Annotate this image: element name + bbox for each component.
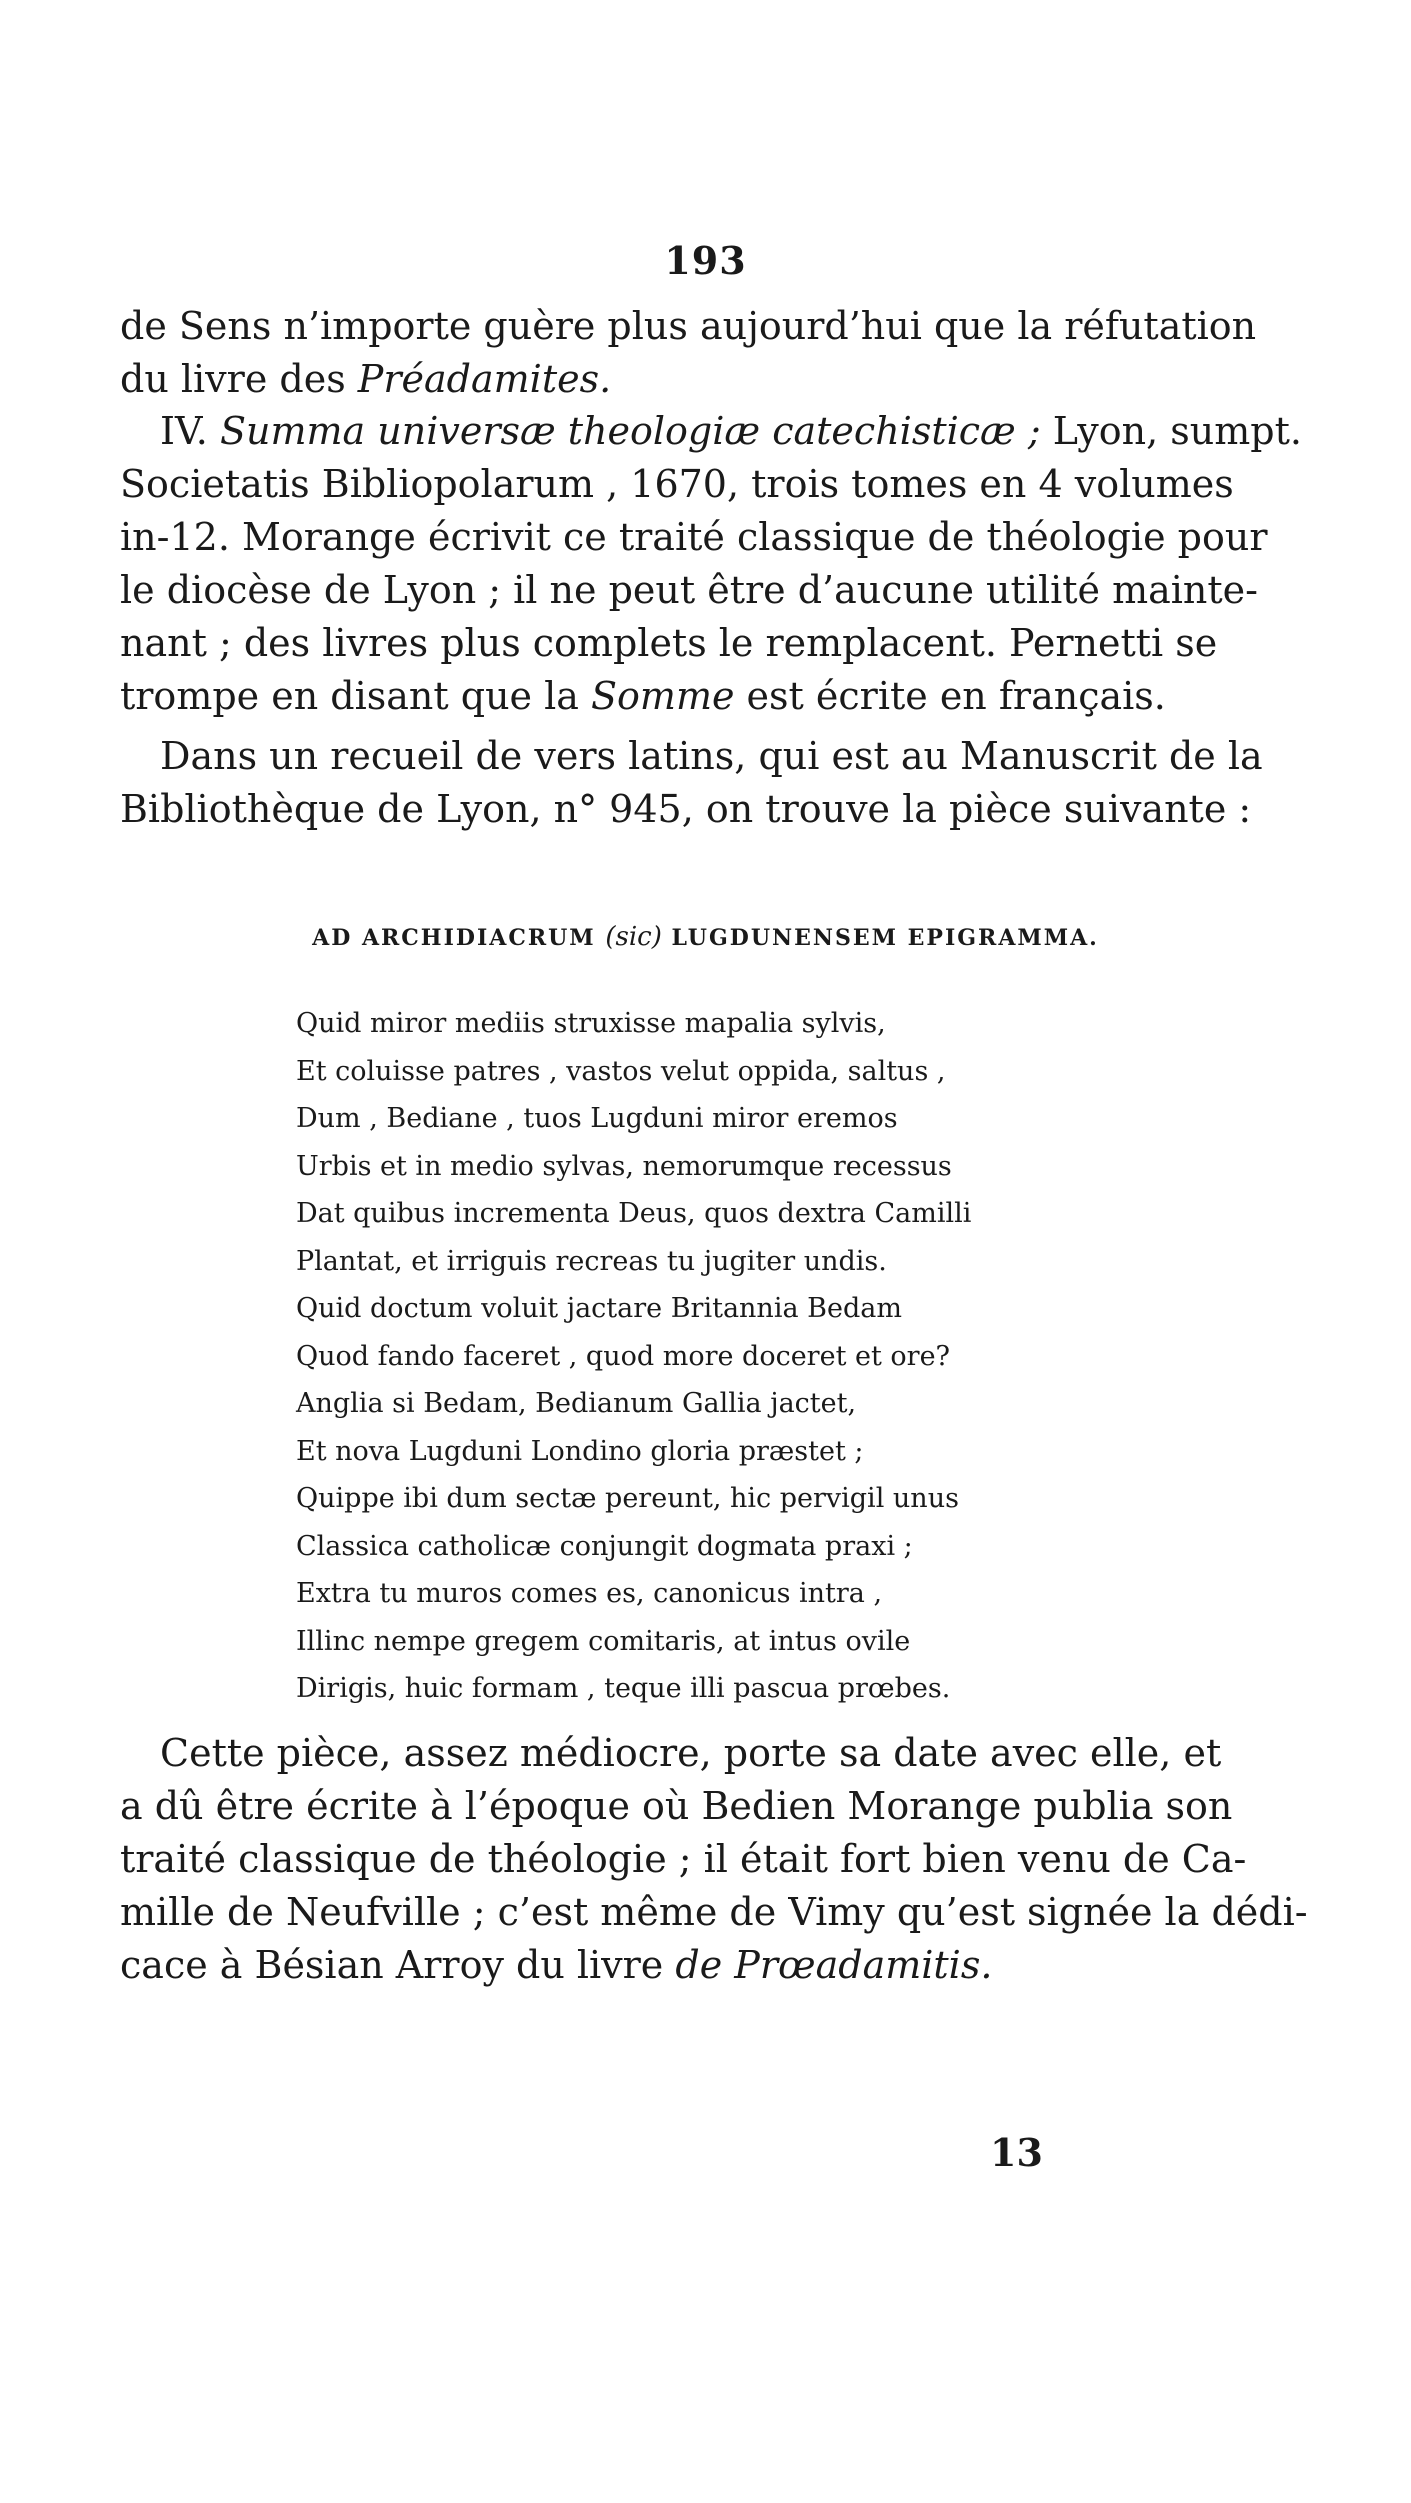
poem-title <box>0 922 1411 952</box>
text-line: mille de Neufville ; c’est même de Vimy qu’est signée la dédi- <box>120 1890 1308 1934</box>
book-title-italic: Summa universæ theologiæ catechisticæ ; <box>219 409 1041 453</box>
poem-line: Dat quibus incrementa Deus, quos dextra Camilli <box>296 1198 972 1229</box>
text-line: traité classique de théologie ; il était fort bien venu de Ca- <box>120 1837 1247 1881</box>
poem-line: Quid miror mediis struxisse mapalia sylvis, <box>296 1008 886 1039</box>
text-line: nant ; des livres plus complets le remplacent. Pernetti se <box>120 621 1218 665</box>
signature-mark: 13 <box>990 2130 1043 2175</box>
text-line <box>120 670 1210 723</box>
text-run: cace à Bésian Arroy du livre <box>120 1943 676 1987</box>
paragraph-commentary <box>120 1727 1308 1992</box>
text-line: Bibliothèque de Lyon, n° 945, on trouve la pièce suivante : <box>120 787 1252 831</box>
text-line: de Sens n’importe guère plus aujourd’hui que la réfutation <box>120 304 1257 348</box>
poem-line: Quippe ibi dum sectæ pereunt, hic pervigil unus <box>296 1483 959 1514</box>
poem-line: Plantat, et irriguis recreas tu jugiter undis. <box>296 1245 887 1277</box>
poem-line: Et nova Lugduni Londino gloria præstet ; <box>296 1435 864 1467</box>
paragraph-intro <box>120 730 1263 836</box>
text-line <box>120 405 1302 458</box>
text-run: LUGDUNENSEM EPIGRAMMA. <box>661 925 1099 951</box>
poem-line: Classica catholicæ conjungit dogmata praxi ; <box>296 1530 913 1562</box>
book-title-italic: Somme <box>591 674 735 718</box>
poem-line: Quod fando faceret , quod more doceret et ore? <box>296 1340 951 1372</box>
poem-line: Dirigis, huic formam , teque illi pascua prœbes. <box>296 1673 951 1704</box>
poem-line: Extra tu muros comes es, canonicus intra , <box>296 1578 883 1609</box>
paragraph-continuation <box>120 300 1257 406</box>
text-run: du livre des <box>120 357 358 401</box>
poem-line: Et coluisse patres , vastos velut oppida, saltus , <box>296 1055 946 1087</box>
paragraph-item-iv <box>120 405 1302 723</box>
text-line <box>120 1939 1210 1992</box>
book-title-italic: Préadamites. <box>357 357 612 401</box>
text-line: le diocèse de Lyon ; il ne peut être d’aucune utilité mainte- <box>120 568 1258 612</box>
poem-line: Urbis et in medio sylvas, nemorumque recessus <box>296 1150 952 1182</box>
text-line: a dû être écrite à l’époque où Bedien Morange publia son <box>120 1784 1233 1828</box>
poem-line: Illinc nempe gregem comitaris, at intus ovile <box>296 1625 911 1657</box>
poem-line: Dum , Bediane , tuos Lugduni miror eremos <box>296 1103 898 1134</box>
text-line <box>120 353 1210 406</box>
text-run: AD ARCHIDIACRUM <box>312 925 606 951</box>
book-title-italic: de Prœadamitis. <box>675 1943 993 1987</box>
text-run: Lyon, sumpt. <box>1040 409 1302 453</box>
page-number: 193 <box>664 238 747 283</box>
poem-line: Quid doctum voluit jactare Britannia Bedam <box>296 1293 902 1324</box>
text-line: Dans un recueil de vers latins, qui est au Manuscrit de la <box>160 734 1263 778</box>
text-run: trompe en disant que la <box>120 674 591 718</box>
text-line: Cette pièce, assez médiocre, porte sa date avec elle, et <box>160 1731 1222 1775</box>
text-run: est écrite en français. <box>734 674 1166 718</box>
sic-annotation: (sic) <box>605 922 662 952</box>
text-line: Societatis Bibliopolarum , 1670, trois tomes en 4 volumes <box>120 462 1234 506</box>
text-line: in-12. Morange écrivit ce traité classique de théologie pour <box>120 515 1268 559</box>
poem-line: Anglia si Bedam, Bedianum Gallia jactet, <box>296 1388 857 1419</box>
item-number: IV. <box>160 409 220 453</box>
poem-body <box>296 1000 1056 1713</box>
